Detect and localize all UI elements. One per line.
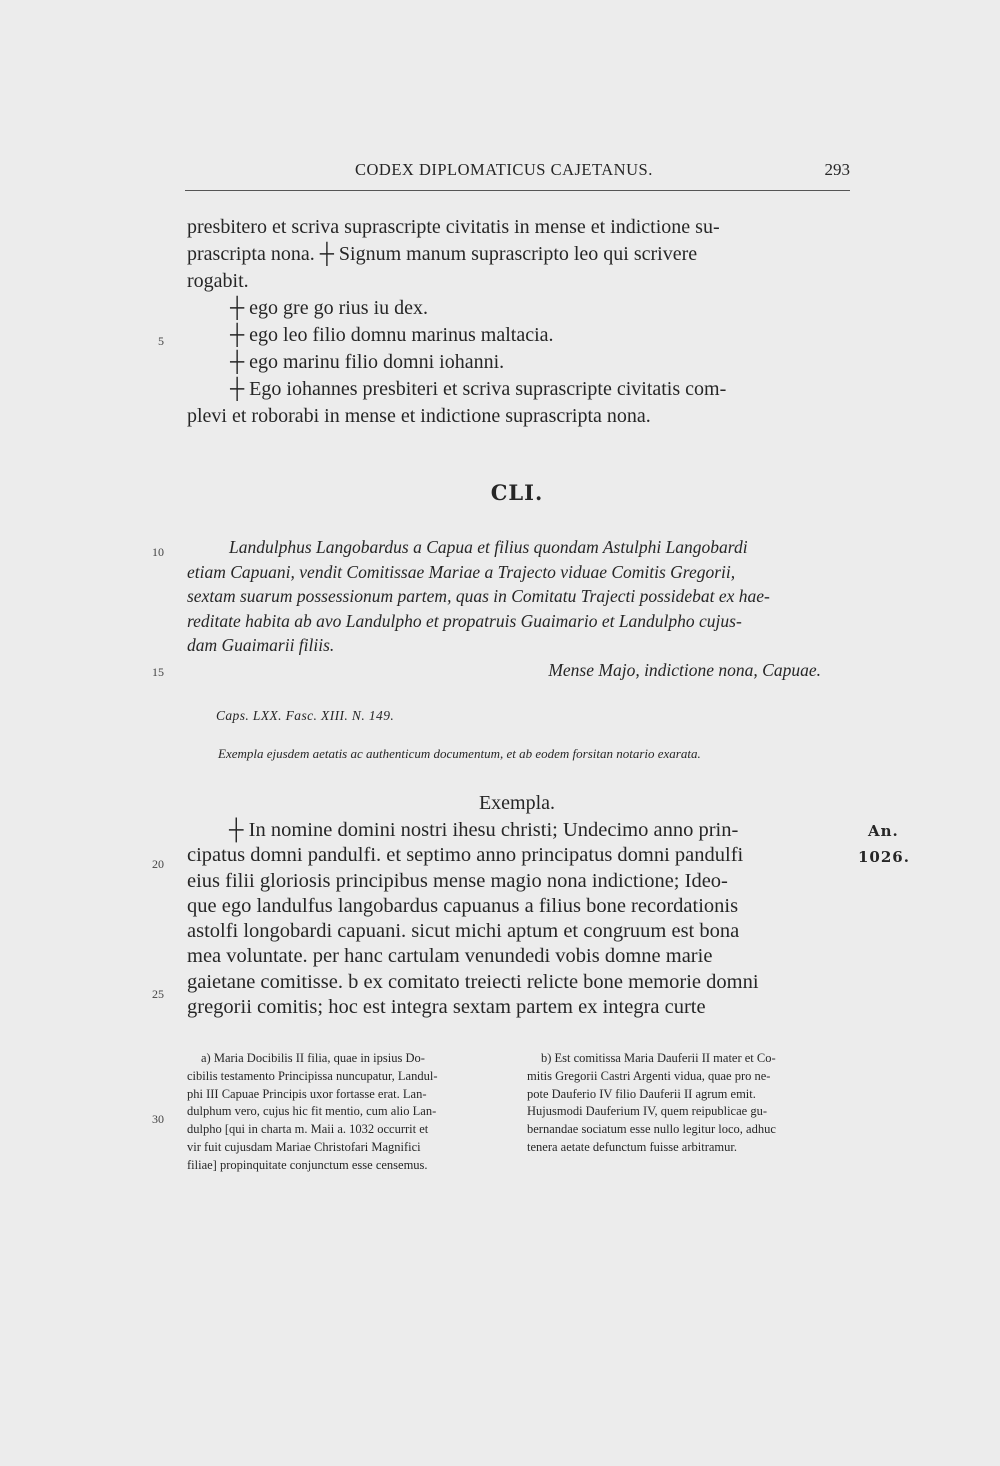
charter-line: ┼ In nomine domini nostri ihesu christi; Undecimo anno prin- bbox=[229, 819, 739, 841]
summary-line: dam Guaimarii filiis. bbox=[187, 635, 335, 655]
footnote-b bbox=[527, 1050, 847, 1157]
text-line: ┼ ego leo filio domnu marinus maltacia. bbox=[230, 324, 554, 346]
footnote-line: b) Est comitissa Maria Dauferii II mater et Co- bbox=[541, 1051, 776, 1065]
summary-date: Mense Majo, indictione nona, Capuae. bbox=[548, 659, 821, 680]
text-line: prascripta nona. ┼ Signum manum suprascripto leo qui scrivere bbox=[187, 243, 698, 265]
charter-text bbox=[187, 818, 847, 1020]
margin-year: 1026. bbox=[858, 848, 910, 866]
summary-line: reditate habita ab avo Landulpho et propatruis Guaimario et Landulpho cujus- bbox=[187, 610, 742, 631]
line-number-10: 10 bbox=[152, 545, 164, 559]
footnote-line: filiae] propinquitate conjunctum esse censemus. bbox=[187, 1157, 428, 1172]
line-number-20: 20 bbox=[152, 857, 164, 871]
charter-line: gregorii comitis; hoc est integra sextam partem ex integra curte bbox=[187, 996, 706, 1019]
line-number-5: 5 bbox=[158, 334, 164, 348]
archive-reference: Caps. LXX. Fasc. XIII. N. 149. bbox=[216, 708, 395, 723]
footnote-line: pote Dauferio IV filio Dauferii II agrum emit. bbox=[527, 1086, 756, 1101]
line-number-15: 15 bbox=[152, 665, 164, 679]
running-header bbox=[185, 160, 850, 191]
footnote-line: mitis Gregorii Castri Argenti vidua, quae pro ne- bbox=[527, 1068, 771, 1083]
summary-line: etiam Capuani, vendit Comitissae Mariae a Trajecto viduae Comitis Gregorii, bbox=[187, 561, 736, 582]
text-line: ┼ Ego iohannes presbiteri et scriva suprascripte civitatis com- bbox=[230, 378, 727, 400]
charter-line: mea voluntate. per hanc cartulam venundedi vobis domne marie bbox=[187, 945, 713, 968]
charter-line: gaietane comitisse. b ex comitato treiecti relicte bone memorie domni bbox=[187, 970, 759, 993]
charter-line: cipatus domni pandulfi. et septimo anno principatus domni pandulfi bbox=[187, 844, 744, 867]
margin-year-label: An. bbox=[868, 822, 899, 840]
footnote-line: tenera aetate defunctum fuisse arbitramur. bbox=[527, 1139, 737, 1154]
text-line: ┼ ego marinu filio domni iohanni. bbox=[230, 351, 505, 373]
footnote-line: bernandae sociatum esse nullo legitur loco, adhuc bbox=[527, 1122, 776, 1137]
text-line: presbitero et scriva suprascripte civitatis in mense et indictione su- bbox=[187, 216, 720, 238]
charter-line: que ego landulfus langobardus capuanus a filius bone recordationis bbox=[187, 894, 739, 917]
text-line: ┼ ego gre go rius iu dex. bbox=[230, 297, 429, 319]
footnote-line: Hujusmodi Dauferium IV, quem reipublicae gu- bbox=[527, 1104, 767, 1119]
footnote-line: vir fuit cujusdam Mariae Christofari Magnifici bbox=[187, 1139, 421, 1154]
footnote-line: a) Maria Docibilis II filia, quae in ipsius Do- bbox=[201, 1051, 425, 1065]
exempla-note: Exempla ejusdem aetatis ac authenticum documentum, et ab eodem forsitan notario exarata. bbox=[218, 746, 701, 761]
document-summary bbox=[187, 535, 849, 682]
summary-line: Landulphus Langobardus a Capua et filius quondam Astulphi Langobardi bbox=[229, 537, 748, 557]
document-heading: CLI. bbox=[490, 480, 544, 505]
exempla-heading: Exempla. bbox=[478, 792, 556, 814]
footnote-line: dulphum vero, cujus hic fit mentio, cum alio Lan- bbox=[187, 1104, 437, 1119]
text-line: rogabit. bbox=[187, 270, 249, 292]
page-number: 293 bbox=[824, 160, 850, 179]
charter-line: astolfi longobardi capuani. sicut michi aptum et congruum est bona bbox=[187, 920, 740, 943]
line-number-25: 25 bbox=[152, 987, 164, 1001]
footnote-line: phi III Capuae Principis uxor fortasse erat. Lan- bbox=[187, 1086, 427, 1101]
line-number-30: 30 bbox=[152, 1112, 164, 1126]
summary-line: sextam suarum possessionum partem, quas in Comitatu Trajecti possidebat ex hae- bbox=[187, 586, 770, 606]
footnote-line: cibilis testamento Principissa nuncupatur, Landul- bbox=[187, 1068, 438, 1083]
footnote-a bbox=[187, 1050, 507, 1175]
footnote-line: dulpho [qui in charta m. Maii a. 1032 occurrit et bbox=[187, 1122, 429, 1137]
text-line: plevi et roborabi in mense et indictione suprascripta nona. bbox=[187, 405, 651, 427]
charter-line: eius filii gloriosis principibus mense magio nona indictione; Ideo- bbox=[187, 869, 728, 892]
header-title: CODEX DIPLOMATICUS CAJETANUS. bbox=[355, 160, 653, 179]
